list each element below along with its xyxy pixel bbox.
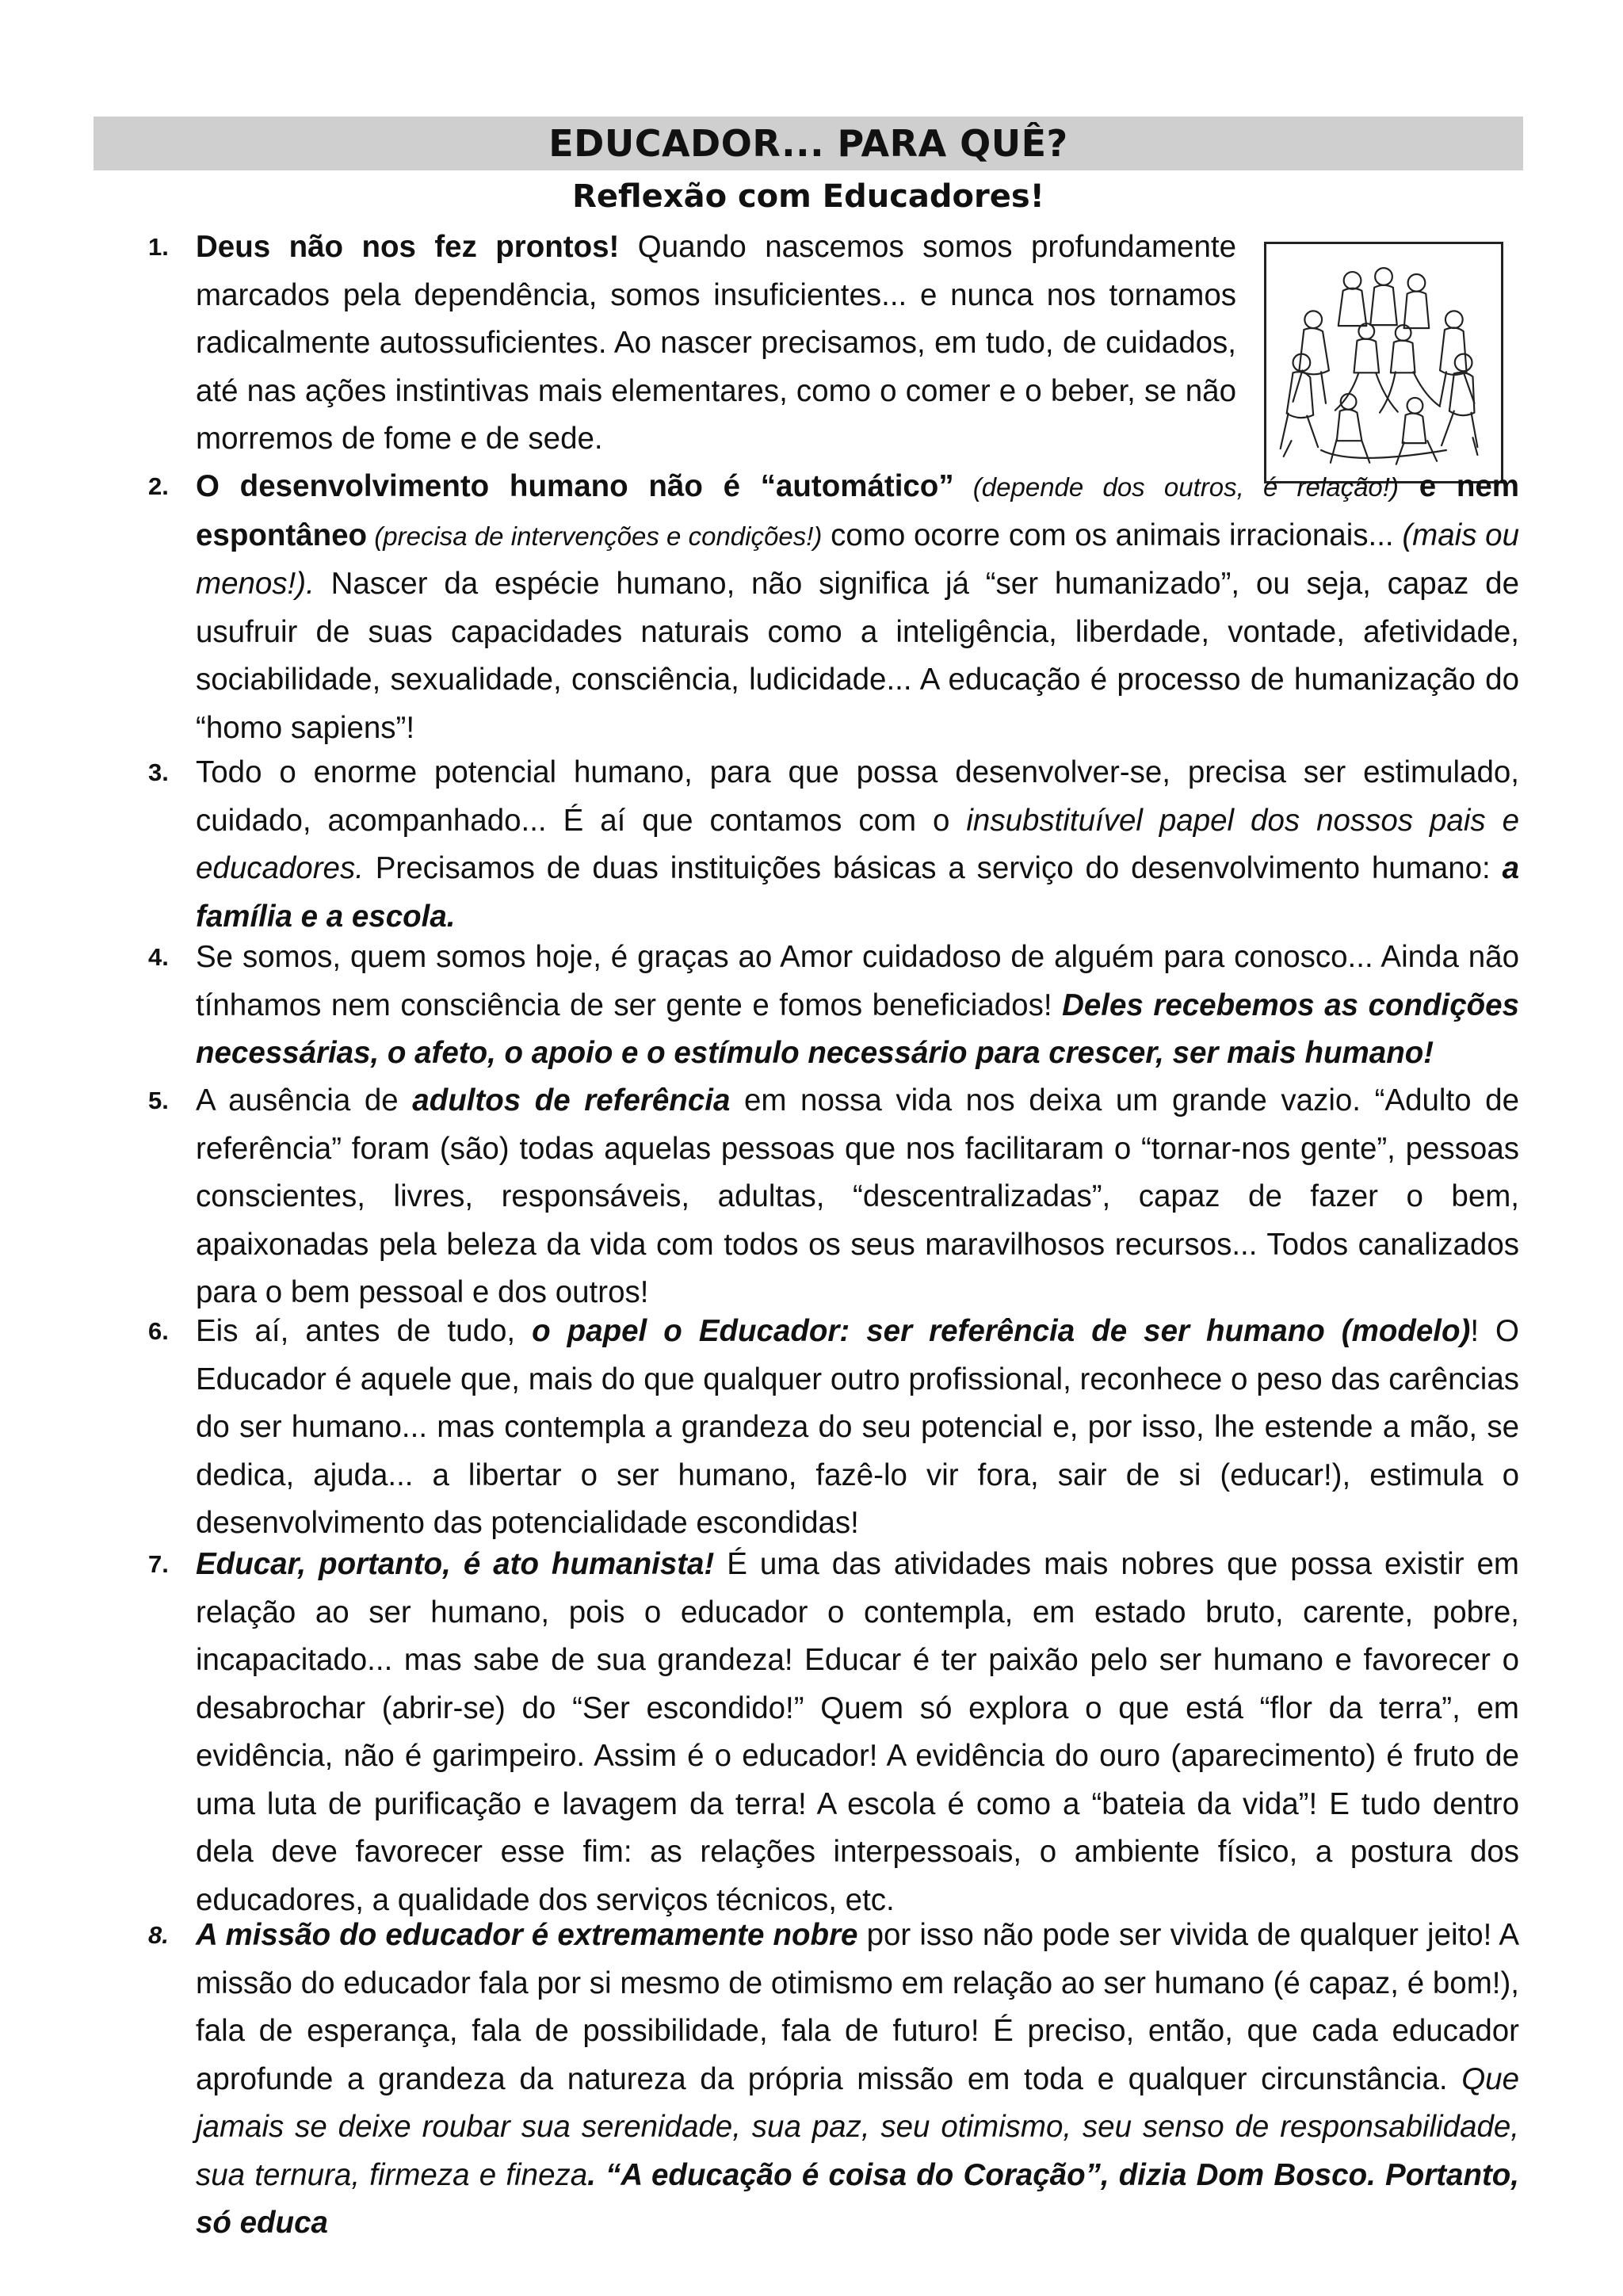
item-number: 1. — [148, 233, 169, 261]
list-item-4 — [148, 934, 1520, 1078]
item-text: Precisamos de duas instituições básicas a serviço do desenvolvimento humano: — [363, 851, 1503, 885]
list-item-8 — [148, 1912, 1520, 2248]
item-bold-italic: o papel o Educador: ser referência de ser humano (modelo) — [532, 1314, 1471, 1348]
item-italic: insubstituível papel dos nossos pais e educadores. — [196, 803, 1519, 885]
item-text: Todo o enorme potencial humano, para que possa desenvolver-se, precisa ser estimulado, cuidado, acompanhado... É aí que contamos com o — [196, 755, 1519, 838]
item-number: 4. — [148, 943, 169, 971]
item-text: em nossa vida nos deixa um grande vazio. “Adulto de referência” foram (são) todas aquelas pessoas que nos facilitaram o “tornar-nos gente”, pessoas conscientes, livres, responsáveis, adultas, “descentralizadas”, capaz de fazer o bem, apaixonadas pela beleza da vida com todos os seus maravilhosos recursos... Todos canalizados para o bem pessoal e dos outros! — [196, 1083, 1519, 1309]
list-item-1 — [148, 223, 1236, 464]
list-item-2 — [148, 463, 1520, 752]
list-item-5 — [148, 1077, 1519, 1317]
item-text: Nascer da espécie humano, não significa já “ser humanizado”, ou seja, capaz de usufruir de suas capacidades naturais como a inteligência, liberdade, vontade, afetividade, sociabilidade, sexualidade, consciência, ludicidade... A educação é processo de humanização do “homo sapiens”! — [196, 567, 1519, 745]
item-text: como ocorre com os animais irracionais... — [822, 518, 1394, 552]
item-bold-italic: A missão do educador é extremamente nobre — [196, 1918, 858, 1952]
item-note: (precisa de intervenções e condições!) — [367, 521, 823, 551]
item-bold: e nem espontâneo — [196, 469, 1520, 552]
item-note: (depende dos outros, é relação!) — [953, 472, 1399, 502]
list-item-6 — [148, 1308, 1519, 1548]
page-title: EDUCADOR... PARA QUÊ? — [94, 117, 1523, 170]
item-italic: (mais ou menos!). — [196, 518, 1519, 601]
page-subtitle: Reflexão com Educadores! — [572, 178, 1044, 215]
item-lead: O desenvolvimento humano não é “automático” — [196, 469, 954, 503]
item-number: 8. — [148, 1921, 169, 1949]
item-text: por isso não pode ser vivida de qualquer jeito! A missão do educador fala por si mesmo de otimismo em relação ao ser humano (é capaz, é bom!), fala de esperança, fala de possibilidade, fala de futuro! É preciso, então, que cada educador aprofunde a grandeza da natureza da própria missão em toda e qualquer circunstância. — [196, 1918, 1519, 2096]
item-text: ! O Educador é aquele que, mais do que qualquer outro profissional, reconhece o peso das carências do ser humano... mas contempla a grandeza do seu potencial e, por isso, lhe estende a mão, se dedica, ajuda... a libertar o ser humano, fazê-lo vir fora, sair de si (educar!), estimula o desenvolvimento das potencialidade escondidas! — [196, 1314, 1519, 1540]
item-italic: Que jamais se deixe roubar sua serenidade, sua paz, seu otimismo, seu senso de responsabilidade, sua ternura, firmeza e fineza — [196, 2061, 1519, 2192]
list-item-7 — [148, 1541, 1519, 1924]
item-number: 5. — [148, 1087, 169, 1114]
item-number: 7. — [148, 1550, 169, 1578]
item-bold-italic: adultos de referência — [412, 1083, 731, 1117]
item-bold-italic: Educar, portanto, é ato humanista! — [196, 1547, 715, 1581]
people-circle-sketch-icon — [1266, 244, 1501, 481]
illustration-frame — [1264, 242, 1503, 483]
item-number: 3. — [148, 758, 169, 786]
item-bold-italic: Deles recebemos as condições necessárias, o afeto, o apoio e o estímulo necessário para crescer, ser mais humano! — [196, 988, 1520, 1070]
item-text: É uma das atividades mais nobres que possa existir em relação ao ser humano, pois o educador o contempla, em estado bruto, carente, pobre, incapacitado... mas sabe de sua grandeza! Educar é ter paixão pelo ser humano e favorecer o desabrochar (abrir-se) do “Ser escondido!” Quem só explora o que está “flor da terra”, em evidência, não é garimpeiro. Assim é o educador! A evidência do ouro (aparecimento) é fruto de uma luta de purificação e lavagem da terra! A escola é como a “bateia da vida”! E tudo dentro dela deve favorecer esse fim: as relações interpessoais, o ambiente físico, a postura dos educadores, a qualidade dos serviços técnicos, etc. — [196, 1547, 1519, 1917]
item-number: 2. — [148, 472, 169, 500]
item-lead: Deus não nos fez prontos! — [196, 230, 620, 264]
item-number: 6. — [148, 1317, 169, 1345]
item-text: Eis aí, antes de tudo, — [196, 1314, 533, 1348]
list-item-3 — [148, 749, 1519, 941]
item-text: Quando nascemos somos profundamente marcados pela dependência, somos insuficientes... e nunca nos tornamos radicalmente autossuficientes. Ao nascer precisamos, em tudo, de cuidados, até nas ações instintivas mais elementares, como o comer e o beber, se não morremos de fome e de sede. — [196, 230, 1236, 456]
item-text: Se somos, quem somos hoje, é graças ao Amor cuidadoso de alguém para conosco... Ainda não tínhamos nem consciência de ser gente e fomos beneficiados! — [196, 940, 1519, 1022]
item-bold-italic: . “A educação é coisa do Coração”, dizia Dom Bosco. Portanto, só educa — [196, 2157, 1520, 2240]
item-text: A ausência de — [196, 1083, 413, 1117]
item-bold-italic: a família e a escola. — [196, 851, 1519, 934]
